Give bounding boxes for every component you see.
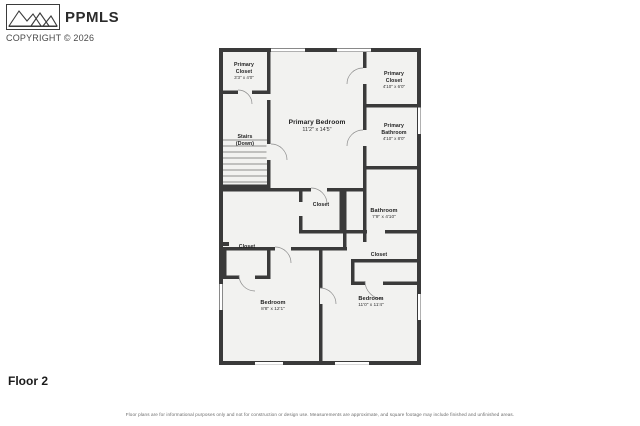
floor-label: Floor 2 [8, 374, 49, 388]
disclaimer-text: Floor plans are for informational purposes only and not for construction or design use. Measurements are approximate, and square footage may include finished and unfinished areas. [125, 412, 515, 417]
room-dimension: 4'10" x 8'0" [382, 136, 406, 141]
room-name: Closet [238, 244, 256, 250]
room-name: Primary Bedroom [288, 119, 346, 126]
room-dimension: 11'2" x 14'5" [302, 127, 332, 134]
room-name: Primary [383, 123, 405, 129]
room-name: Closet [370, 252, 388, 258]
room-name: Bedroom [358, 296, 384, 302]
room-name: Closet [312, 202, 330, 208]
room-dimension: 3'3" x 4'0" [234, 75, 254, 80]
room-name: Bedroom [260, 300, 286, 306]
room-name: Bathroom [370, 208, 398, 214]
stairs-direction: (Down) [235, 140, 255, 147]
room-name: Primary [233, 62, 255, 68]
room-dimension: 7'9" x 4'10" [372, 214, 396, 220]
room-dimension: 11'0" x 11'4" [358, 302, 384, 308]
room-dimension: 8'8" x 12'1" [261, 306, 285, 312]
brand-name: PPMLS [65, 8, 120, 26]
copyright-text: COPYRIGHT © 2026 [6, 33, 95, 43]
room-name: Primary [383, 71, 405, 77]
room-dimension: 4'10" x 6'0" [382, 84, 406, 89]
room-name-2: Closet [235, 68, 253, 75]
room-name-2: Bathroom [381, 129, 407, 136]
watermark-logo [6, 4, 146, 48]
floorplan-svg [215, 44, 425, 369]
stairs-name: Stairs [237, 134, 253, 140]
logo-row [6, 4, 146, 30]
floorplan-diagram [215, 44, 425, 369]
mountain-range-icon [6, 4, 60, 30]
room-name-2: Closet [385, 77, 403, 84]
